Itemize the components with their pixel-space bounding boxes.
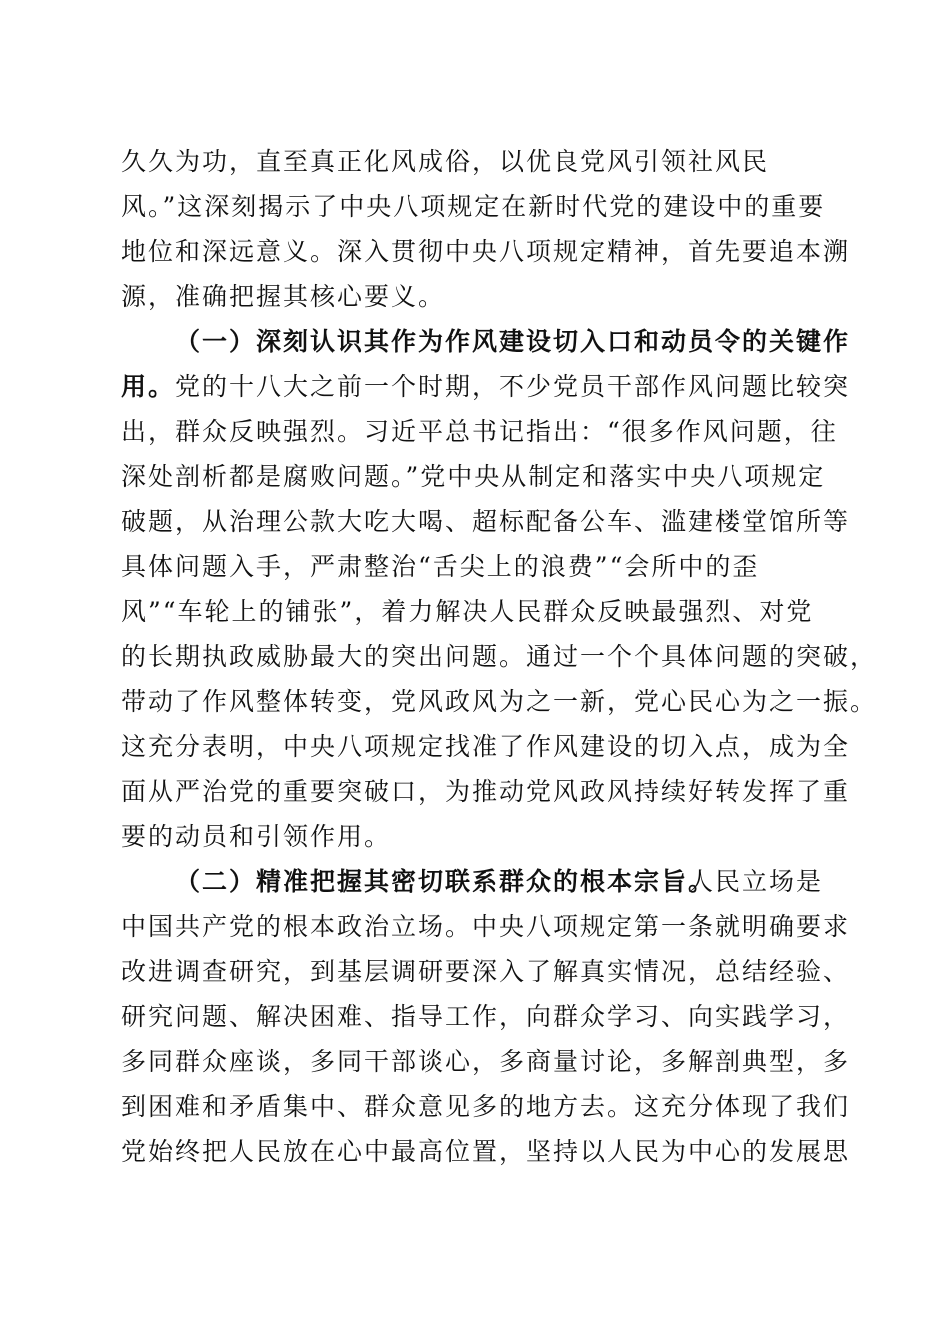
text-segment: 源，准确把握其核心要义。	[121, 282, 446, 311]
text-line	[0, 1087, 950, 1127]
text-segment: 多同群众座谈，多同干部谈心，多商量讨论，多解剖典型，多	[121, 1047, 851, 1076]
text-segment: 深处剖析都是腐败问题。”党中央从制定和落实中央八项规定	[121, 462, 826, 491]
text-segment: 这充分表明，中央八项规定找准了作风建设的切入点，成为全	[121, 732, 851, 761]
text-segment: 出，群众反映强烈。习近平总书记指出：“很多作风问题，往	[121, 417, 838, 446]
text-segment: 风”“车轮上的铺张”，着力解决人民群众反映最强烈、对党	[121, 597, 814, 626]
text-segment: 的长期执政威胁最大的突出问题。通过一个个具体问题的突破，	[121, 642, 878, 671]
text-segment: 中国共产党的根本政治立场。中央八项规定第一条就明确要求	[121, 912, 851, 941]
text-line	[0, 547, 950, 587]
text-segment: 要的动员和引领作用。	[121, 822, 392, 851]
text-line	[0, 592, 950, 632]
text-line	[0, 997, 950, 1037]
text-segment: 党始终把人民放在心中最高位置，坚持以人民为中心的发展思	[121, 1137, 851, 1166]
text-line	[0, 1042, 950, 1082]
text-segment: 久久为功，直至真正化风成俗，以优良党风引领社风民	[121, 147, 770, 176]
text-line	[0, 367, 950, 407]
text-line	[0, 142, 950, 182]
text-line	[0, 637, 950, 677]
text-segment: 研究问题、解决困难、指导工作，向群众学习、向实践学习，	[121, 1002, 851, 1031]
text-line	[0, 457, 950, 497]
text-line	[0, 952, 950, 992]
text-segment: 带动了作风整体转变，党风政风为之一新，党心民心为之一振。	[121, 687, 878, 716]
text-line	[0, 682, 950, 722]
text-line	[0, 907, 950, 947]
text-segment: 党的十八大之前一个时期，不少党员干部作风问题比较突	[175, 372, 851, 401]
text-line	[0, 412, 950, 452]
text-segment: 面从严治党的重要突破口，为推动党风政风持续好转发挥了重	[121, 777, 851, 806]
section-heading-text: （一）深刻认识其作为作风建设切入口和动员令的关键作	[175, 327, 851, 356]
text-line	[0, 277, 950, 317]
text-segment: 改进调查研究，到基层调研要深入了解真实情况，总结经验、	[121, 957, 851, 986]
text-line	[0, 187, 950, 227]
section-heading-line	[0, 862, 950, 902]
section-heading-text: 用。	[121, 372, 176, 401]
text-line	[0, 502, 950, 542]
text-line	[0, 232, 950, 272]
text-segment: 风。”这深刻揭示了中央八项规定在新时代党的建设中的重要	[121, 192, 826, 221]
section-heading-text: （二）精准把握其密切联系群众的根本宗旨。	[175, 867, 716, 896]
text-segment: 具体问题入手，严肃整治“舌尖上的浪费”“会所中的歪	[121, 552, 760, 581]
section-heading-line	[0, 322, 950, 362]
text-segment: 地位和深远意义。深入贯彻中央八项规定精神，首先要追本溯	[121, 237, 851, 266]
text-segment: 人民立场是	[688, 867, 824, 896]
text-line	[0, 772, 950, 812]
text-segment: 到困难和矛盾集中、群众意见多的地方去。这充分体现了我们	[121, 1092, 851, 1121]
text-line	[0, 817, 950, 857]
text-segment: 破题，从治理公款大吃大喝、超标配备公车、滥建楼堂馆所等	[121, 507, 851, 536]
text-line	[0, 1132, 950, 1172]
text-line	[0, 727, 950, 767]
